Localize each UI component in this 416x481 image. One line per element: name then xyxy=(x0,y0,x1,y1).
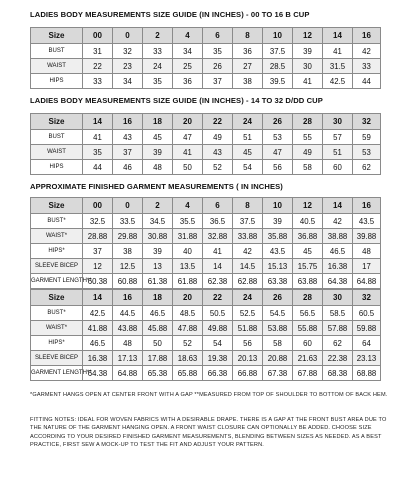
measurement-cell: 68.38 xyxy=(323,366,353,381)
size-column-header: 12 xyxy=(293,198,323,214)
size-column-header: 28 xyxy=(293,114,323,130)
measurement-cell: 56 xyxy=(233,336,263,351)
measurement-cell: 39 xyxy=(143,145,173,160)
measurement-cell: 25 xyxy=(173,59,203,74)
measurement-cell: 36 xyxy=(233,44,263,59)
measurement-cell: 34 xyxy=(113,74,143,89)
measurement-cell: 20.13 xyxy=(233,351,263,366)
size-column-header: 4 xyxy=(173,28,203,44)
measurement-cell: 41 xyxy=(293,74,323,89)
measurement-cell: 43.5 xyxy=(353,214,381,229)
measurement-cell: 17.88 xyxy=(143,351,173,366)
measurement-cell: 36.5 xyxy=(203,214,233,229)
row-label: GARMENT LENGTH** xyxy=(31,274,83,289)
measurement-cell: 60 xyxy=(293,336,323,351)
measurement-cell: 45 xyxy=(143,130,173,145)
measurement-cell: 47.88 xyxy=(173,321,203,336)
measurement-cell: 63.38 xyxy=(263,274,293,289)
measurement-cell: 36.88 xyxy=(293,229,323,244)
size-column-header: 8 xyxy=(233,28,263,44)
size-header: Size xyxy=(31,28,83,44)
row-label: WAIST* xyxy=(31,321,83,336)
measurement-cell: 61.38 xyxy=(143,274,173,289)
row-label: WAIST xyxy=(31,145,83,160)
measurement-cell: 54 xyxy=(233,160,263,175)
measurement-cell: 42 xyxy=(323,214,353,229)
measurement-cell: 53 xyxy=(353,145,381,160)
size-column-header: 2 xyxy=(143,28,173,44)
measurement-cell: 31.5 xyxy=(323,59,353,74)
table-row xyxy=(31,74,381,89)
measurement-cell: 39 xyxy=(143,244,173,259)
measurement-cell: 43.88 xyxy=(113,321,143,336)
row-label: SLEEVE BICEP xyxy=(31,259,83,274)
measurement-cell: 57 xyxy=(323,130,353,145)
measurement-cell: 68.88 xyxy=(353,366,381,381)
measurement-cell: 39.88 xyxy=(353,229,381,244)
measurement-cell: 14 xyxy=(203,259,233,274)
size-header: Size xyxy=(31,198,83,214)
size-column-header: 24 xyxy=(233,114,263,130)
measurement-cell: 33.5 xyxy=(113,214,143,229)
measurement-cell: 44.5 xyxy=(113,306,143,321)
size-column-header: 22 xyxy=(203,290,233,306)
measurement-cell: 14.5 xyxy=(233,259,263,274)
measurement-cell: 35 xyxy=(203,44,233,59)
measurement-cell: 62.88 xyxy=(233,274,263,289)
size-column-header: 26 xyxy=(263,114,293,130)
measurement-cell: 56.5 xyxy=(293,306,323,321)
measurement-cell: 41.88 xyxy=(83,321,113,336)
size-column-header: 28 xyxy=(293,290,323,306)
size-column-header: 16 xyxy=(353,198,381,214)
size-column-header: 20 xyxy=(173,114,203,130)
measurement-cell: 62 xyxy=(353,160,381,175)
measurement-cell: 31 xyxy=(83,44,113,59)
size-column-header: 30 xyxy=(323,290,353,306)
table-row xyxy=(31,259,381,274)
measurement-cell: 42 xyxy=(353,44,381,59)
measurement-cell: 38.88 xyxy=(323,229,353,244)
measurement-cell: 46.5 xyxy=(143,306,173,321)
measurement-cell: 65.88 xyxy=(173,366,203,381)
measurement-cell: 52 xyxy=(203,160,233,175)
measurement-cell: 47 xyxy=(263,145,293,160)
measurement-cell: 49 xyxy=(293,145,323,160)
measurement-cell: 12.5 xyxy=(113,259,143,274)
table-row xyxy=(31,244,381,259)
measurement-cell: 60 xyxy=(323,160,353,175)
measurement-cell: 51 xyxy=(233,130,263,145)
measurement-cell: 32.5 xyxy=(83,214,113,229)
measurement-cell: 37 xyxy=(113,145,143,160)
row-label: BUST xyxy=(31,44,83,59)
measurement-cell: 39 xyxy=(263,214,293,229)
measurement-cell: 23.13 xyxy=(353,351,381,366)
measurement-cell: 66.88 xyxy=(233,366,263,381)
body-size-guide-title-d-cup: LADIES BODY MEASUREMENTS SIZE GUIDE (IN INCHES) - 14 TO 32 D/DD CUP xyxy=(30,96,323,105)
measurement-cell: 49.88 xyxy=(203,321,233,336)
b-cup-size-table xyxy=(30,27,381,89)
measurement-cell: 30.88 xyxy=(143,229,173,244)
size-column-header: 32 xyxy=(353,114,381,130)
table-row xyxy=(31,336,381,351)
measurement-cell: 34 xyxy=(173,44,203,59)
measurement-cell: 53 xyxy=(263,130,293,145)
measurement-cell: 35.5 xyxy=(173,214,203,229)
measurement-cell: 15.75 xyxy=(293,259,323,274)
measurement-cell: 58.5 xyxy=(323,306,353,321)
measurement-cell: 60.88 xyxy=(113,274,143,289)
measurement-cell: 43 xyxy=(113,130,143,145)
measurement-cell: 17.13 xyxy=(113,351,143,366)
size-column-header: 6 xyxy=(203,198,233,214)
measurement-cell: 27 xyxy=(233,59,263,74)
table-row xyxy=(31,214,381,229)
measurement-cell: 34.5 xyxy=(143,214,173,229)
size-column-header: 18 xyxy=(143,114,173,130)
size-column-header: 16 xyxy=(113,114,143,130)
measurement-cell: 37.5 xyxy=(263,44,293,59)
measurement-cell: 33 xyxy=(353,59,381,74)
size-column-header: 16 xyxy=(113,290,143,306)
table-row xyxy=(31,366,381,381)
size-column-header: 14 xyxy=(83,114,113,130)
row-label: WAIST* xyxy=(31,229,83,244)
size-column-header: 00 xyxy=(83,198,113,214)
measurement-cell: 28.88 xyxy=(83,229,113,244)
row-label: BUST xyxy=(31,130,83,145)
measurement-cell: 64.38 xyxy=(323,274,353,289)
measurement-cell: 54.5 xyxy=(263,306,293,321)
size-column-header: 00 xyxy=(83,28,113,44)
measurement-cell: 17 xyxy=(353,259,381,274)
measurement-cell: 33 xyxy=(143,44,173,59)
measurement-cell: 56 xyxy=(263,160,293,175)
row-label: HIPS xyxy=(31,74,83,89)
measurement-cell: 31.88 xyxy=(173,229,203,244)
measurement-cell: 54 xyxy=(203,336,233,351)
size-column-header: 10 xyxy=(263,198,293,214)
measurement-cell: 48.5 xyxy=(173,306,203,321)
size-column-header: 14 xyxy=(83,290,113,306)
size-column-header: 14 xyxy=(323,198,353,214)
table-row xyxy=(31,351,381,366)
measurement-cell: 35.88 xyxy=(263,229,293,244)
size-column-header: 0 xyxy=(113,198,143,214)
measurement-cell: 67.88 xyxy=(293,366,323,381)
row-label: WAIST xyxy=(31,59,83,74)
table-row xyxy=(31,160,381,175)
table-row xyxy=(31,59,381,74)
measurement-cell: 64.88 xyxy=(113,366,143,381)
measurement-cell: 29.88 xyxy=(113,229,143,244)
measurement-cell: 20.88 xyxy=(263,351,293,366)
table-row xyxy=(31,274,381,289)
size-column-header: 8 xyxy=(233,198,263,214)
size-column-header: 0 xyxy=(113,28,143,44)
measurement-cell: 40.5 xyxy=(293,214,323,229)
size-column-header: 2 xyxy=(143,198,173,214)
measurement-cell: 52.5 xyxy=(233,306,263,321)
table-row xyxy=(31,145,381,160)
measurement-cell: 40 xyxy=(173,244,203,259)
measurement-cell: 58 xyxy=(293,160,323,175)
measurement-cell: 37.5 xyxy=(233,214,263,229)
row-label: BUST* xyxy=(31,214,83,229)
measurement-cell: 50 xyxy=(173,160,203,175)
size-column-header: 24 xyxy=(233,290,263,306)
table-row xyxy=(31,306,381,321)
measurement-cell: 49 xyxy=(203,130,233,145)
garment-measurements-title: APPROXIMATE FINISHED GARMENT MEASUREMENTS ( IN INCHES) xyxy=(30,182,283,191)
measurement-cell: 44 xyxy=(353,74,381,89)
row-label: GARMENT LENGTH** xyxy=(31,366,83,381)
measurement-cell: 38 xyxy=(113,244,143,259)
measurement-cell: 43 xyxy=(203,145,233,160)
measurement-cell: 12 xyxy=(83,259,113,274)
measurement-cell: 50 xyxy=(143,336,173,351)
measurement-cell: 45 xyxy=(233,145,263,160)
measurement-cell: 48 xyxy=(353,244,381,259)
measurement-cell: 22 xyxy=(83,59,113,74)
measurement-cell: 18.63 xyxy=(173,351,203,366)
measurement-cell: 57.88 xyxy=(323,321,353,336)
measurement-cell: 35 xyxy=(83,145,113,160)
measurement-cell: 35 xyxy=(143,74,173,89)
measurement-cell: 47 xyxy=(173,130,203,145)
measurement-cell: 32 xyxy=(113,44,143,59)
measurement-cell: 19.38 xyxy=(203,351,233,366)
measurement-cell: 22.38 xyxy=(323,351,353,366)
measurement-cell: 53.88 xyxy=(263,321,293,336)
measurement-cell: 59.88 xyxy=(353,321,381,336)
measurement-cell: 36 xyxy=(173,74,203,89)
measurement-cell: 37 xyxy=(203,74,233,89)
measurement-cell: 67.38 xyxy=(263,366,293,381)
table-row xyxy=(31,229,381,244)
measurement-cell: 16.38 xyxy=(83,351,113,366)
measurement-cell: 65.38 xyxy=(143,366,173,381)
measurement-cell: 28.5 xyxy=(263,59,293,74)
size-column-header: 26 xyxy=(263,290,293,306)
measurement-cell: 51 xyxy=(323,145,353,160)
measurement-cell: 45 xyxy=(293,244,323,259)
measurement-cell: 39 xyxy=(293,44,323,59)
garment-footnote: *GARMENT HANGS OPEN AT CENTER FRONT WITH A GAP **MEASURED FROM TOP OF SHOULDER TO BOTTOM OF BACK HEM. xyxy=(30,392,388,398)
measurement-cell: 58 xyxy=(263,336,293,351)
measurement-cell: 41 xyxy=(173,145,203,160)
measurement-cell: 44 xyxy=(83,160,113,175)
measurement-cell: 46.5 xyxy=(323,244,353,259)
measurement-cell: 45.88 xyxy=(143,321,173,336)
measurement-cell: 62 xyxy=(323,336,353,351)
measurement-cell: 38 xyxy=(233,74,263,89)
measurement-cell: 23 xyxy=(113,59,143,74)
measurement-cell: 33.88 xyxy=(233,229,263,244)
size-column-header: 14 xyxy=(323,28,353,44)
measurement-cell: 30 xyxy=(293,59,323,74)
measurement-cell: 16.38 xyxy=(323,259,353,274)
measurement-cell: 52 xyxy=(173,336,203,351)
measurement-cell: 46.5 xyxy=(83,336,113,351)
measurement-cell: 60.5 xyxy=(353,306,381,321)
measurement-cell: 13.5 xyxy=(173,259,203,274)
measurement-cell: 64.88 xyxy=(353,274,381,289)
measurement-cell: 64 xyxy=(353,336,381,351)
measurement-cell: 51.88 xyxy=(233,321,263,336)
row-label: HIPS* xyxy=(31,244,83,259)
measurement-cell: 43.5 xyxy=(263,244,293,259)
garment-table-14-32 xyxy=(30,289,381,381)
table-row xyxy=(31,130,381,145)
measurement-cell: 48 xyxy=(143,160,173,175)
row-label: HIPS xyxy=(31,160,83,175)
size-column-header: 4 xyxy=(173,198,203,214)
measurement-cell: 64.38 xyxy=(83,366,113,381)
measurement-cell: 32.88 xyxy=(203,229,233,244)
measurement-cell: 15.13 xyxy=(263,259,293,274)
measurement-cell: 37 xyxy=(83,244,113,259)
measurement-cell: 50.5 xyxy=(203,306,233,321)
size-header: Size xyxy=(31,290,83,306)
measurement-cell: 41 xyxy=(203,244,233,259)
size-column-header: 12 xyxy=(293,28,323,44)
fitting-notes: FITTING NOTES: IDEAL FOR WOVEN FABRICS WITH A DESIRABLE DRAPE. THERE IS A GAP AT THE FRONT BUST AREA DUE TO THE NATURE OF THE GARMENT HANGING OPEN. A FRONT WAIST CLOSURE CAN OPTIONALLY BE ADDED. CHOOSE SIZE ACCORDING TO YOUR DESIRED FINISHED GARMENT MEASUREMENTS, BLENDING BETWEEN SIZES AS NEEDED. AS A BEST PRACTICE, FIRST SEW A MOCK-UP TO TEST THE FIT AND ADJUST YOUR PATTERN. xyxy=(30,417,387,449)
row-label: SLEEVE BICEP xyxy=(31,351,83,366)
measurement-cell: 42 xyxy=(233,244,263,259)
measurement-cell: 61.88 xyxy=(173,274,203,289)
measurement-cell: 42.5 xyxy=(323,74,353,89)
measurement-cell: 48 xyxy=(113,336,143,351)
table-row xyxy=(31,44,381,59)
size-column-header: 16 xyxy=(353,28,381,44)
measurement-cell: 63.88 xyxy=(293,274,323,289)
size-column-header: 30 xyxy=(323,114,353,130)
size-column-header: 20 xyxy=(173,290,203,306)
measurement-cell: 62.38 xyxy=(203,274,233,289)
measurement-cell: 55.88 xyxy=(293,321,323,336)
measurement-cell: 13 xyxy=(143,259,173,274)
measurement-cell: 41 xyxy=(83,130,113,145)
size-column-header: 22 xyxy=(203,114,233,130)
measurement-cell: 66.38 xyxy=(203,366,233,381)
size-column-header: 32 xyxy=(353,290,381,306)
size-column-header: 18 xyxy=(143,290,173,306)
measurement-cell: 24 xyxy=(143,59,173,74)
measurement-cell: 60.38 xyxy=(83,274,113,289)
d-cup-size-table xyxy=(30,113,381,175)
measurement-cell: 55 xyxy=(293,130,323,145)
measurement-cell: 42.5 xyxy=(83,306,113,321)
body-size-guide-title-b-cup: LADIES BODY MEASUREMENTS SIZE GUIDE (IN INCHES) - 00 TO 16 B CUP xyxy=(30,10,310,19)
measurement-cell: 41 xyxy=(323,44,353,59)
row-label: BUST* xyxy=(31,306,83,321)
measurement-cell: 59 xyxy=(353,130,381,145)
measurement-cell: 33 xyxy=(83,74,113,89)
measurement-cell: 21.63 xyxy=(293,351,323,366)
table-row xyxy=(31,321,381,336)
measurement-cell: 26 xyxy=(203,59,233,74)
row-label: HIPS* xyxy=(31,336,83,351)
garment-table-00-16 xyxy=(30,197,381,289)
size-column-header: 6 xyxy=(203,28,233,44)
size-column-header: 10 xyxy=(263,28,293,44)
measurement-cell: 39.5 xyxy=(263,74,293,89)
size-header: Size xyxy=(31,114,83,130)
measurement-cell: 46 xyxy=(113,160,143,175)
